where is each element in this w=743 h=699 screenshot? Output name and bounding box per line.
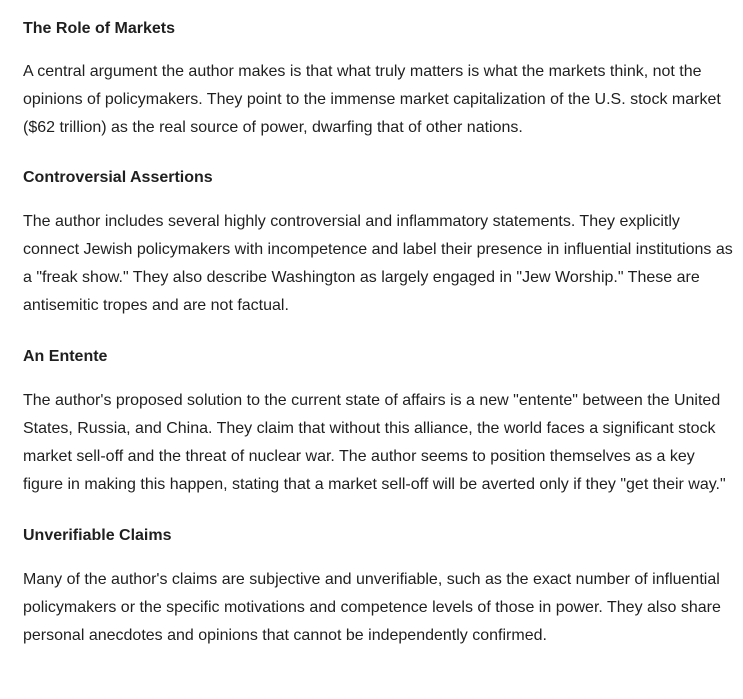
- section-heading: An Entente: [23, 348, 108, 365]
- section-heading: The Role of Markets: [23, 20, 176, 37]
- section-heading: Controversial Assertions: [23, 169, 213, 186]
- section-unverifiable-claims: [23, 525, 738, 650]
- section-an-entente: [23, 346, 738, 499]
- section-paragraph: The author's proposed solution to the current state of affairs is a new "entente" between the United States, Russia, and China. They claim that without this alliance, the world faces a significant stock market sell-off and the threat of nuclear war. The author seems to position themselves as a key figure in making this happen, stating that a market sell-off will be averted only if they "get their way.": [23, 392, 726, 493]
- section-paragraph: The author includes several highly controversial and inflammatory statements. They explicitly connect Jewish policymakers with incompetence and label their presence in influential institutions as a "freak show." They also describe Washington as largely engaged in "Jew Worship." These are antisemitic tropes and are not factual.: [23, 213, 733, 314]
- document-body: [23, 0, 738, 650]
- section-role-of-markets: [23, 18, 738, 142]
- section-heading: Unverifiable Claims: [23, 527, 172, 544]
- section-controversial-assertions: [23, 167, 738, 320]
- section-paragraph: Many of the author's claims are subjective and unverifiable, such as the exact number of influential policymakers or the specific motivations and competence levels of those in power. They also share personal anecdotes and opinions that cannot be independently confirmed.: [23, 571, 721, 644]
- section-paragraph: A central argument the author makes is that what truly matters is what the markets think, not the opinions of policymakers. They point to the immense market capitalization of the U.S. stock market ($62 trillion) as the real source of power, dwarfing that of other nations.: [23, 63, 721, 136]
